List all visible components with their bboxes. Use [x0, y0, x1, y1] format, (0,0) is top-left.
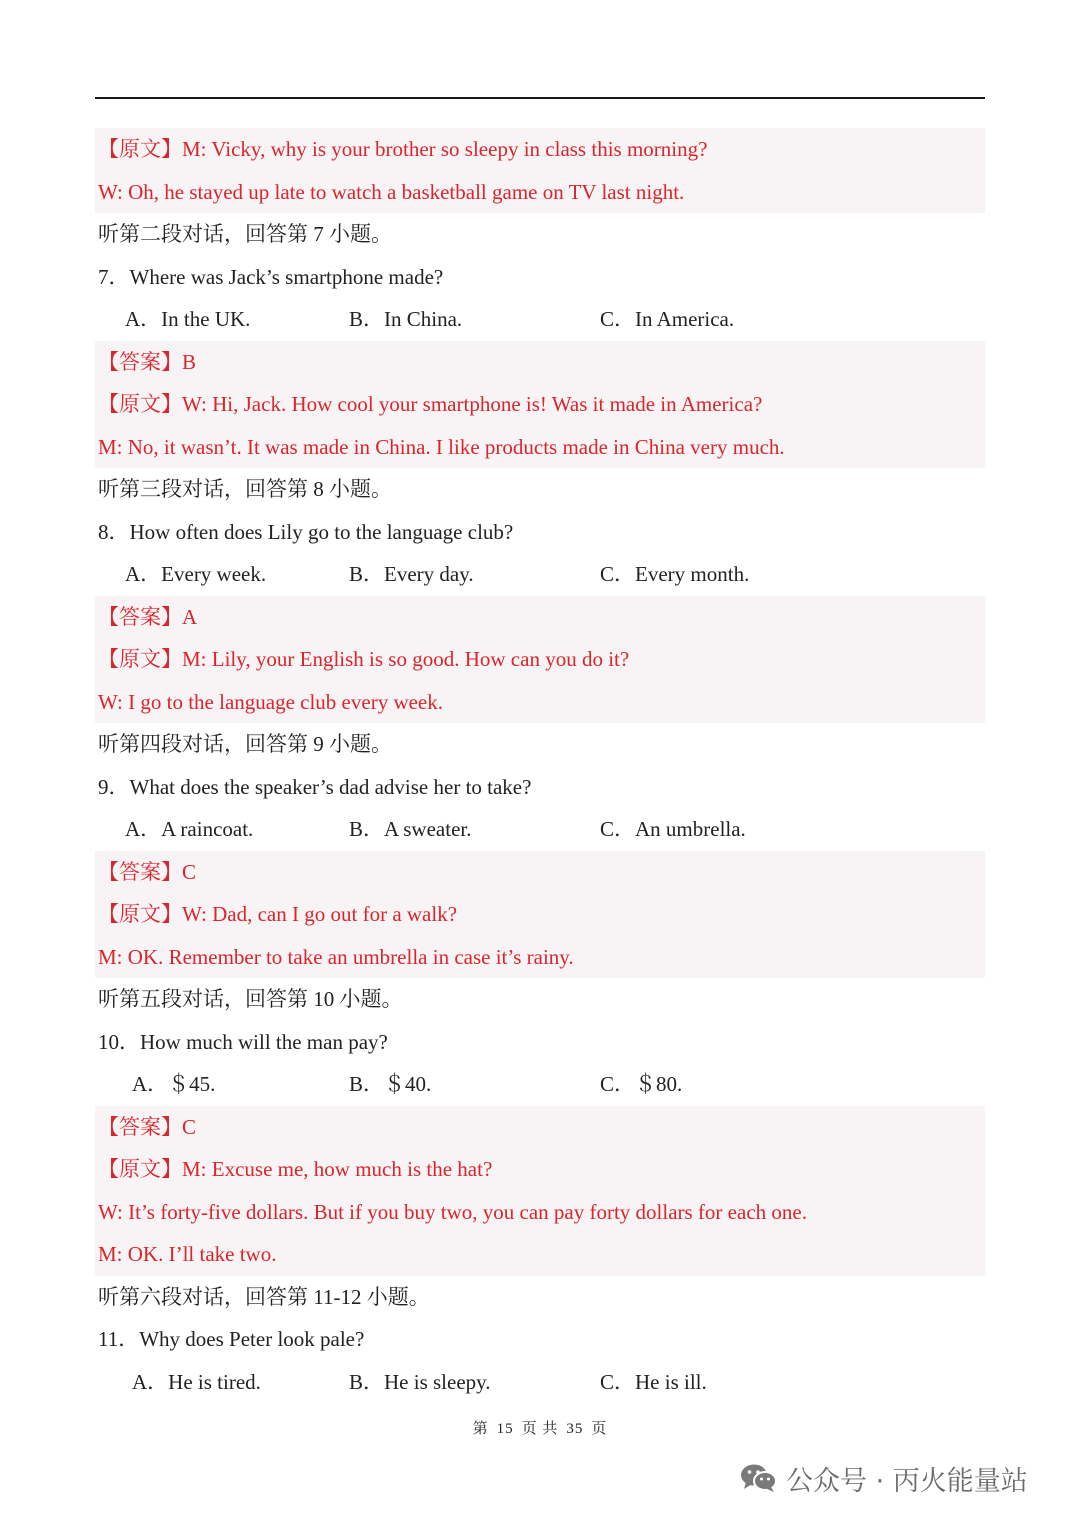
question-11 — [95, 1318, 985, 1361]
option-a: A．＄45. — [132, 1072, 216, 1096]
option-b: B．He is sleepy. — [349, 1369, 491, 1394]
transcript-line: W: It’s forty-five dollars. But if you buy two, you can pay forty dollars for each one. — [98, 1199, 807, 1224]
watermark — [740, 1458, 1028, 1498]
option-b: B．A sweater. — [349, 817, 472, 841]
transcript-line: M: OK. Remember to take an umbrella in case it’s rainy. — [98, 944, 574, 969]
transcript-text: M: Vicky, why is your brother so sleepy in class this morning? — [182, 137, 708, 161]
answer-tag: 【答案】 — [98, 349, 182, 374]
transcript-text: M: Excuse me, how much is the hat? — [182, 1157, 493, 1181]
option-a: A．He is tired. — [132, 1369, 261, 1394]
section-heading: 听第四段对话，回答第 9 小题。 — [98, 732, 392, 756]
transcript-line: M: No, it wasn’t. It was made in China. I like products made in China very much. — [98, 434, 785, 459]
section-heading: 听第五段对话，回答第 10 小题。 — [98, 987, 403, 1011]
page-number: 15 — [496, 1421, 514, 1437]
answer-value: B — [182, 349, 197, 374]
answer-value: A — [182, 604, 198, 629]
transcript-line — [98, 893, 985, 936]
question-number: 10． — [98, 1029, 140, 1054]
page-footer — [0, 1417, 1080, 1438]
option-b: B．Every day. — [349, 562, 474, 586]
answer-block-8 — [95, 596, 985, 724]
option-c: C．Every month. — [600, 562, 750, 586]
question-text: Where was Jack’s smartphone made? — [129, 264, 444, 289]
page-total: 35 — [566, 1421, 584, 1437]
question-7 — [95, 256, 985, 299]
answer-line — [98, 596, 985, 639]
section-heading: 听第三段对话，回答第 8 小题。 — [98, 477, 392, 501]
option-a: A．Every week. — [125, 562, 267, 586]
transcript-line: W: I go to the language club every week. — [98, 689, 444, 714]
options-10 — [95, 1063, 985, 1106]
option-b: B．In China. — [349, 307, 463, 331]
section-heading: 听第六段对话，回答第 11-12 小题。 — [98, 1284, 430, 1309]
question-8 — [95, 511, 985, 554]
question-number: 9． — [98, 774, 130, 799]
transcript-line: M: OK. I’ll take two. — [98, 1242, 277, 1266]
transcript-tag: 【原文】 — [98, 137, 182, 161]
transcript-tag: 【原文】 — [98, 1157, 182, 1181]
header-rule — [95, 97, 985, 99]
transcript-line: W: Oh, he stayed up late to watch a basketball game on TV last night. — [98, 179, 685, 204]
options-9 — [95, 808, 985, 851]
options-7 — [95, 298, 985, 341]
option-c: C．He is ill. — [600, 1369, 707, 1394]
page-prefix: 第 — [472, 1421, 489, 1437]
option-c: C．In America. — [600, 307, 735, 331]
page-suffix: 页 — [591, 1421, 608, 1437]
question-text: What does the speaker’s dad advise her to take? — [129, 774, 532, 799]
question-number: 7． — [98, 264, 130, 289]
question-text: Why does Peter look pale? — [139, 1327, 365, 1351]
option-a: A．A raincoat. — [125, 817, 254, 841]
answer-line — [98, 1106, 985, 1149]
options-8 — [95, 553, 985, 596]
question-text: How often does Lily go to the language club? — [129, 519, 514, 544]
option-c: C．An umbrella. — [600, 817, 746, 841]
options-11 — [95, 1361, 985, 1404]
question-10 — [95, 1021, 985, 1064]
section-heading: 听第二段对话，回答第 7 小题。 — [98, 222, 392, 246]
answer-block-9 — [95, 851, 985, 979]
document-body — [95, 128, 985, 1403]
transcript-line — [98, 1148, 985, 1191]
wechat-icon — [740, 1463, 778, 1493]
transcript-tag: 【原文】 — [98, 647, 182, 671]
answer-block-10 — [95, 1106, 985, 1276]
transcript-line — [98, 383, 985, 426]
answer-line — [98, 851, 985, 894]
transcript-line — [98, 638, 985, 681]
page-mid: 页 共 — [521, 1421, 559, 1437]
transcript-line — [98, 128, 985, 171]
option-c: C．＄80. — [600, 1072, 683, 1096]
answer-value: C — [182, 859, 197, 884]
transcript-tag: 【原文】 — [98, 392, 182, 416]
transcript-tag: 【原文】 — [98, 902, 182, 926]
answer-tag: 【答案】 — [98, 604, 182, 629]
question-text: How much will the man pay? — [140, 1029, 388, 1054]
question-number: 11． — [98, 1327, 140, 1351]
answer-block-7 — [95, 341, 985, 469]
answer-tag: 【答案】 — [98, 1114, 182, 1139]
question-9 — [95, 766, 985, 809]
transcript-text: W: Dad, can I go out for a walk? — [182, 902, 458, 926]
answer-value: C — [182, 1114, 197, 1139]
transcript-text: W: Hi, Jack. How cool your smartphone is! Was it made in America? — [182, 392, 763, 416]
transcript-text: M: Lily, your English is so good. How can you do it? — [182, 647, 630, 671]
watermark-text: 公众号 · 丙火能量站 — [786, 1465, 1028, 1497]
answer-line — [98, 341, 985, 384]
question-number: 8． — [98, 519, 130, 544]
option-a: A．In the UK. — [125, 307, 251, 331]
option-b: B．＄40. — [349, 1072, 432, 1096]
answer-tag: 【答案】 — [98, 859, 182, 884]
transcript-block-6 — [95, 128, 985, 213]
